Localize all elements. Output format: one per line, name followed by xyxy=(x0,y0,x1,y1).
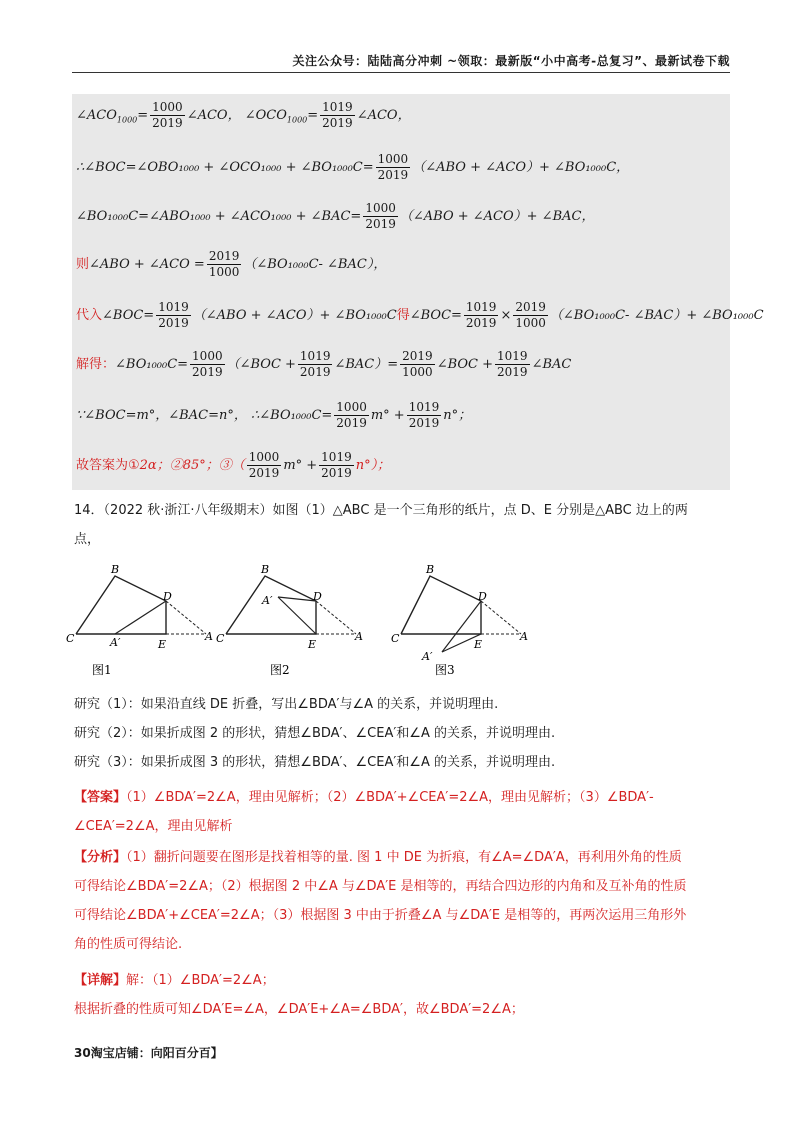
fig1-label-a: A xyxy=(205,630,213,643)
answer-text-1: （1）∠BDA′=2∠A，理由见解析；（2）∠BDA′+∠CEA′=2∠A，理由见解析；（3）∠BDA′- xyxy=(126,790,654,805)
fig3-label-a-prime: A′ xyxy=(422,650,433,663)
detail-block xyxy=(74,966,730,1024)
research-3: 研究（3）：如果折成图 3 的形状，猜想∠BDA′、∠CEA′和∠A 的关系，并说明理由. xyxy=(74,755,556,770)
fig1-label-a-prime: A′ xyxy=(110,636,121,649)
fig1-caption: 图1 xyxy=(92,663,112,677)
fig3-caption: 图3 xyxy=(435,663,455,677)
analysis-text-1: （1）翻折问题要在图形是找着相等的量. 图 1 中 DE 为折痕，有∠A=∠DA′A，再利用外角的性质 xyxy=(126,850,682,865)
analysis-text-4: 角的性质可得结论. xyxy=(74,937,183,952)
page-header: 关注公众号：陆陆高分冲刺 ~领取：最新版“小中高考-总复习”、最新试卷下载 xyxy=(292,54,730,68)
analysis-tag: 【分析】 xyxy=(74,850,127,865)
fig1-label-b: B xyxy=(111,563,120,576)
figure-3 xyxy=(391,563,528,677)
page-footer: 30淘宝店铺：向阳百分百】 xyxy=(74,1046,223,1060)
analysis-block xyxy=(74,843,730,959)
solution-line-1: $\angle ACO_{1000}=$ $\frac{1000}{2019}$ ∠ACO， $\angle OCO_{1000}=$ $\frac{1019}{2019}$ ∠ACO， xyxy=(76,100,411,130)
fig3-label-c: C xyxy=(391,632,400,645)
fig2-label-d: D xyxy=(313,590,322,603)
fig2-label-a: A xyxy=(355,630,363,643)
detail-text-1: 解：（1）∠BDA′=2∠A； xyxy=(126,973,275,988)
solution-line-7: ∵∠BOC=m°，∠BAC=n°， ∴∠BO₁₀₀₀C= $\frac{1000}{2019}$ m° + $\frac{1019}{2019}$ n°； xyxy=(76,400,472,430)
solution-line-5: 代入∠BOC= $\frac{1019}{2019}$ （∠ABO + ∠ACO）+ ∠BO₁₀₀₀C得∠BOC= $\frac{1019}{2019}$ × $\frac{2019}{1000}$ （∠BO₁₀₀₀C- ∠BAC）+ ∠BO₁₀₀₀C xyxy=(76,300,764,330)
answer-text-2: ∠CEA′=2∠A，理由见解析 xyxy=(74,819,233,834)
detail-tag: 【详解】 xyxy=(74,973,127,988)
figure-2 xyxy=(216,563,363,677)
solution-line-4: 则∠ABO + ∠ACO = $\frac{2019}{1000}$ （∠BO₁₀₀₀C- ∠BAC）， xyxy=(76,249,387,279)
question-line-1: 14．（2022 秋·浙江·八年级期末）如图（1）△ABC 是一个三角形的纸片，点 D、E 分别是△ABC 边上的两 xyxy=(74,503,688,518)
research-1: 研究（1）：如果沿直线 DE 折叠，写出∠BDA′与∠A 的关系，并说明理由. xyxy=(74,697,499,712)
fig2-caption: 图2 xyxy=(270,663,290,677)
header-rule xyxy=(72,72,730,73)
answer-tag: 【答案】 xyxy=(74,790,127,805)
fig1-label-d: D xyxy=(163,590,172,603)
fig2-label-b: B xyxy=(261,563,270,576)
fig3-label-d: D xyxy=(478,590,487,603)
fig1-label-e: E xyxy=(158,638,167,651)
fig3-label-e: E xyxy=(474,638,483,651)
solution-line-2: ∴∠BOC=∠OBO₁₀₀₀ + ∠OCO₁₀₀₀ + ∠BO₁₀₀₀C= $\frac{1000}{2019}$ （∠ABO + ∠ACO）+ ∠BO₁₀₀₀C， xyxy=(76,152,630,182)
analysis-text-2: 可得结论∠BDA′=2∠A；（2）根据图 2 中∠A 与∠DA′E 是相等的，再结合四边形的内角和及互补角的性质 xyxy=(74,879,687,894)
solution-line-8: 故答案为①2α；②85°；③（ $\frac{1000}{2019}$ m° + $\frac{1019}{2019}$ n°）； xyxy=(76,450,391,480)
analysis-text-3: 可得结论∠BDA′+∠CEA′=2∠A；（3）根据图 3 中由于折叠∠A 与∠DA′E 是相等的，再两次运用三角形外 xyxy=(74,908,687,923)
fig1-label-c: C xyxy=(66,632,75,645)
solution-line-6: 解得：∠BO₁₀₀₀C= $\frac{1000}{2019}$ （∠BOC + $\frac{1019}{2019}$ ∠BAC）= $\frac{2019}{1000}$ ∠BOC + $\frac{1019}{2019}$ ∠BAC xyxy=(76,349,572,379)
solution-line-3: ∠BO₁₀₀₀C=∠ABO₁₀₀₀ + ∠ACO₁₀₀₀ + ∠BAC= $\frac{1000}{2019}$ （∠ABO + ∠ACO）+ ∠BAC， xyxy=(76,201,595,231)
fig3-label-b: B xyxy=(426,563,435,576)
figure-1 xyxy=(66,563,213,677)
fig2-label-a-prime: A′ xyxy=(262,594,273,607)
fig2-label-c: C xyxy=(216,632,225,645)
research-block xyxy=(74,690,730,777)
answer-block xyxy=(74,783,730,841)
research-2: 研究（2）：如果折成图 2 的形状，猜想∠BDA′、∠CEA′和∠A 的关系，并说明理由. xyxy=(74,726,556,741)
fig3-label-a: A xyxy=(520,630,528,643)
detail-text-2: 根据折叠的性质可知∠DA′E=∠A，∠DA′E+∠A=∠BDA′，故∠BDA′=2∠A； xyxy=(74,1002,524,1017)
fig2-label-e: E xyxy=(308,638,317,651)
fold-figures xyxy=(60,560,540,685)
question-14 xyxy=(74,496,730,554)
question-line-2: 点， xyxy=(74,532,101,547)
